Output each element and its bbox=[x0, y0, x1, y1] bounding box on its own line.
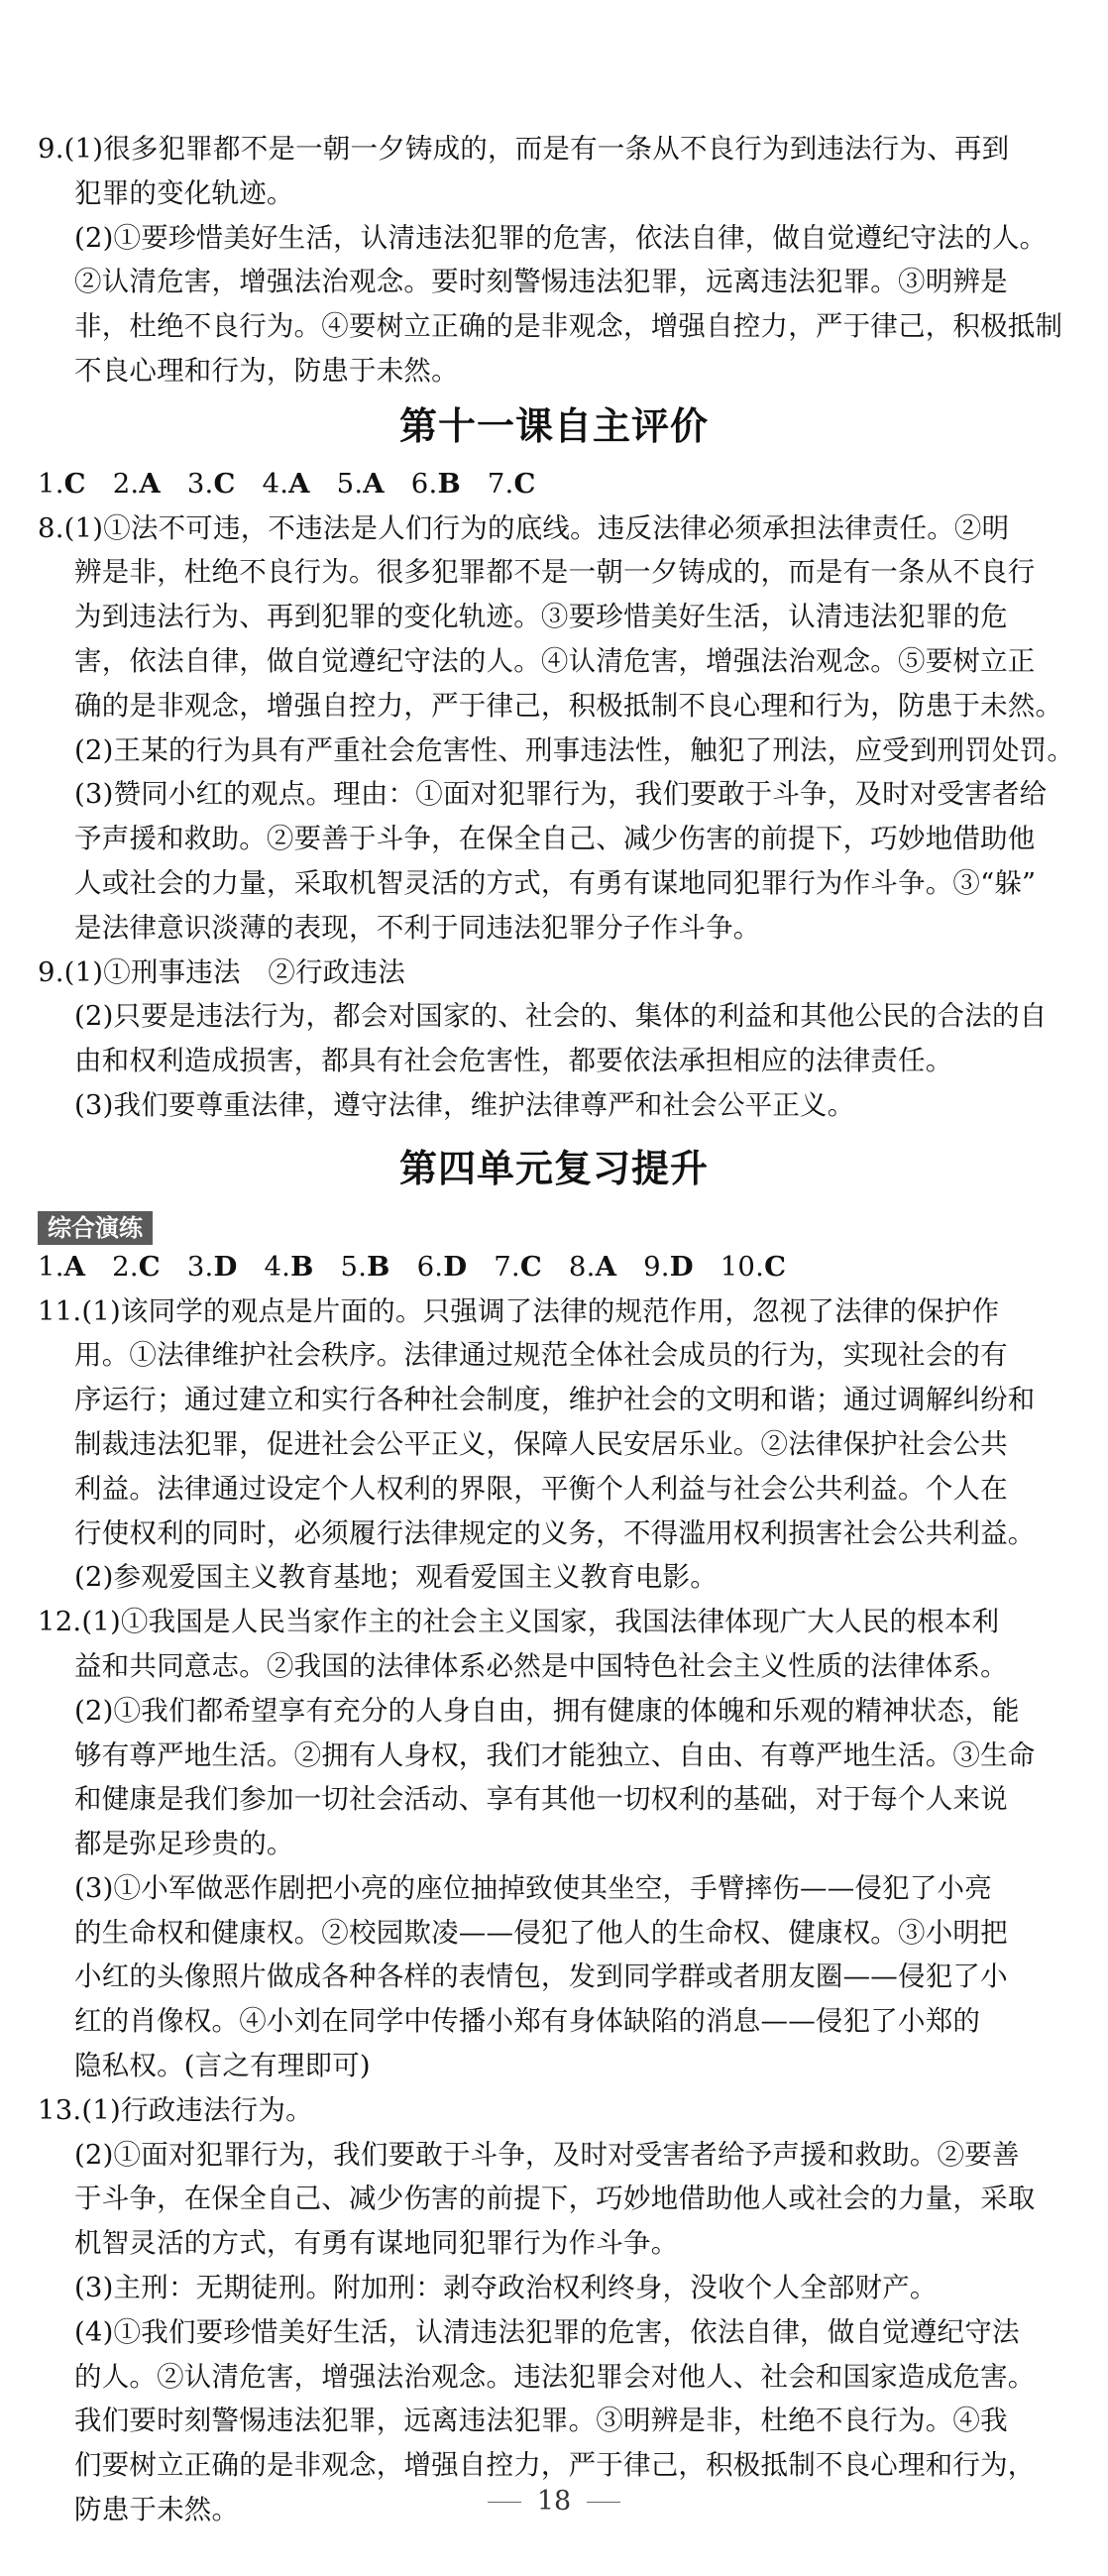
text-line: 确的是非观念，增强自控力，严于律己，积极抵制不良心理和行为，防患于未然。 bbox=[74, 689, 1063, 722]
text-line: (3)我们要尊重法律，遵守法律，维护法律尊严和社会公平正义。 bbox=[74, 1088, 855, 1121]
text-line: 的人。②认清危害，增强法治观念。违法犯罪会对他人、社会和国家造成危害。 bbox=[74, 2360, 1036, 2393]
text-line: 非，杜绝不良行为。④要树立正确的是非观念，增强自控力，严于律己，积极抵制 bbox=[74, 310, 1063, 343]
answer-page bbox=[38, 127, 1075, 2532]
section-previous-answers bbox=[38, 127, 1070, 393]
section-heading: 第四单元复习提升 bbox=[398, 1145, 709, 1190]
text-line: (2)①我们都希望享有充分的人身自由，拥有健康的体魄和乐观的精神状态，能 bbox=[74, 1694, 1020, 1727]
text-line: 序运行；通过建立和实行各种社会制度，维护社会的文明和谐；通过调解纠纷和 bbox=[74, 1384, 1036, 1416]
text-line: 红的肖像权。④小刘在同学中传播小郑有身体缺陷的消息——侵犯了小郑的 bbox=[74, 2005, 981, 2038]
text-line: 11.(1)该同学的观点是片面的。只强调了法律的规范作用，忽视了法律的保护作 bbox=[38, 1294, 1000, 1327]
text-line: 9.(1)很多犯罪都不是一朝一夕铸成的，而是有一条从不良行为到违法行为、再到 bbox=[38, 133, 1010, 165]
section-tag: 综合演练 bbox=[38, 1207, 1070, 1245]
text-line: 益和共同意志。②我国的法律体系必然是中国特色社会主义性质的法律体系。 bbox=[74, 1649, 1008, 1682]
text-line: 隐私权。(言之有理即可) bbox=[74, 2050, 371, 2082]
text-line: 机智灵活的方式，有勇有谋地同犯罪行为作斗争。 bbox=[74, 2227, 679, 2260]
text-line: ②认清危害，增强法治观念。要时刻警惕违法犯罪，远离违法犯罪。③明辨是 bbox=[74, 266, 1008, 298]
text-line: 由和权利造成损害，都具有社会危害性，都要依法承担相应的法律责任。 bbox=[74, 1045, 953, 1077]
section-lesson-eleven bbox=[38, 462, 1075, 1128]
text-line: (2)参观爱国主义教育基地；观看爱国主义教育电影。 bbox=[74, 1561, 718, 1594]
text-line: 的生命权和健康权。②校园欺凌——侵犯了他人的生命权、健康权。③小明把 bbox=[74, 1916, 1008, 1949]
text-line: (4)①我们要珍惜美好生活，认清违法犯罪的危害，依法自律，做自觉遵纪守法 bbox=[74, 2315, 1020, 2348]
text-line: 小红的头像照片做成各种各样的表情包，发到同学群或者朋友圈——侵犯了小 bbox=[74, 1960, 1008, 1993]
text-line: (3)主刑：无期徒刑。附加刑：剥夺政治权利终身，没收个人全部财产。 bbox=[74, 2272, 938, 2304]
text-line: 和健康是我们参加一切社会活动、享有其他一切权利的基础，对于每个人来说 bbox=[74, 1783, 1008, 1816]
text-line: 予声援和救助。②要善于斗争，在保全自己、减少伤害的前提下，巧妙地借助他 bbox=[74, 823, 1036, 855]
text-line: 于斗争，在保全自己、减少伤害的前提下，巧妙地借助他人或社会的力量，采取 bbox=[74, 2183, 1036, 2215]
text-line: 12.(1)①我国是人民当家作主的社会主义国家，我国法律体现广大人民的根本利 bbox=[38, 1606, 1000, 1638]
text-line: 用。①法律维护社会秩序。法律通过规范全体社会成员的行为，实现社会的有 bbox=[74, 1339, 1008, 1372]
text-line: 我们要时刻警惕违法犯罪，远离违法犯罪。③明辨是非，杜绝不良行为。④我 bbox=[74, 2405, 1008, 2437]
text-line: 犯罪的变化轨迹。 bbox=[74, 176, 294, 209]
text-line: 利益。法律通过设定个人权利的界限，平衡个人利益与社会公共利益。个人在 bbox=[74, 1472, 1008, 1505]
section-unit-four-review bbox=[38, 1207, 1070, 2532]
text-line: 都是弥足珍贵的。 bbox=[74, 1828, 294, 1860]
text-line: 为到违法行为、再到犯罪的变化轨迹。③要珍惜美好生活，认清违法犯罪的危 bbox=[74, 601, 1008, 633]
text-line: 够有尊严地生活。②拥有人身权，我们才能独立、自由、有尊严地生活。③生命 bbox=[74, 1738, 1036, 1771]
text-line: 13.(1)行政违法行为。 bbox=[38, 2093, 313, 2126]
text-line: (3)赞同小红的观点。理由：①面对犯罪行为，我们要敢于斗争，及时对受害者给 bbox=[74, 778, 1048, 811]
page-footer bbox=[0, 2486, 1108, 2517]
text-line: 人或社会的力量，采取机智灵活的方式，有勇有谋地同犯罪行为作斗争。③“躲” bbox=[74, 866, 1037, 899]
footer-dash bbox=[488, 2502, 521, 2503]
page-number: 18 bbox=[536, 2486, 572, 2517]
text-line: 是法律意识淡薄的表现，不利于同违法犯罪分子作斗争。 bbox=[74, 911, 761, 944]
text-line: 9.(1)①刑事违法 ②行政违法 bbox=[38, 955, 405, 988]
text-line: 们要树立正确的是非观念，增强自控力，严于律己，积极抵制不良心理和行为， bbox=[74, 2449, 1036, 2482]
multiple-choice-answers: 1.C 2.A 3.C 4.A 5.A 6.B 7.C bbox=[38, 467, 536, 500]
section-heading: 第十一课自主评价 bbox=[398, 402, 709, 448]
multiple-choice-answers: 1.A 2.C 3.D 4.B 5.B 6.D 7.C 8.A 9.D 10.C bbox=[38, 1250, 787, 1283]
text-line: (2)王某的行为具有严重社会危害性、刑事违法性，触犯了刑法，应受到刑罚处罚。 bbox=[74, 733, 1075, 766]
text-line: 8.(1)①法不可违，不违法是人们行为的底线。违反法律必须承担法律责任。②明 bbox=[38, 511, 1010, 544]
text-line: 防患于未然。 bbox=[74, 2494, 240, 2526]
footer-dash bbox=[587, 2502, 620, 2503]
text-line: (2)①要珍惜美好生活，认清违法犯罪的危害，依法自律，做自觉遵纪守法的人。 bbox=[74, 221, 1048, 254]
text-line: 制裁违法犯罪，促进社会公平正义，保障人民安居乐业。②法律保护社会公共 bbox=[74, 1427, 1008, 1460]
text-line: (3)①小军做恶作剧把小亮的座位抽掉致使其坐空，手臂摔伤——侵犯了小亮 bbox=[74, 1871, 992, 1904]
text-line: 行使权利的同时，必须履行法律规定的义务，不得滥用权利损害社会公共利益。 bbox=[74, 1516, 1036, 1549]
text-line: 不良心理和行为，防患于未然。 bbox=[74, 354, 459, 387]
text-line: 辨是非，杜绝不良行为。很多犯罪都不是一朝一夕铸成的，而是有一条从不良行 bbox=[74, 556, 1036, 589]
text-line: 害，依法自律，做自觉遵纪守法的人。④认清危害，增强法治观念。⑤要树立正 bbox=[74, 644, 1036, 677]
text-line: (2)只要是违法行为，都会对国家的、社会的、集体的利益和其他公民的合法的自 bbox=[74, 1000, 1048, 1033]
text-line: (2)①面对犯罪行为，我们要敢于斗争，及时对受害者给予声援和救助。②要善 bbox=[74, 2138, 1020, 2171]
